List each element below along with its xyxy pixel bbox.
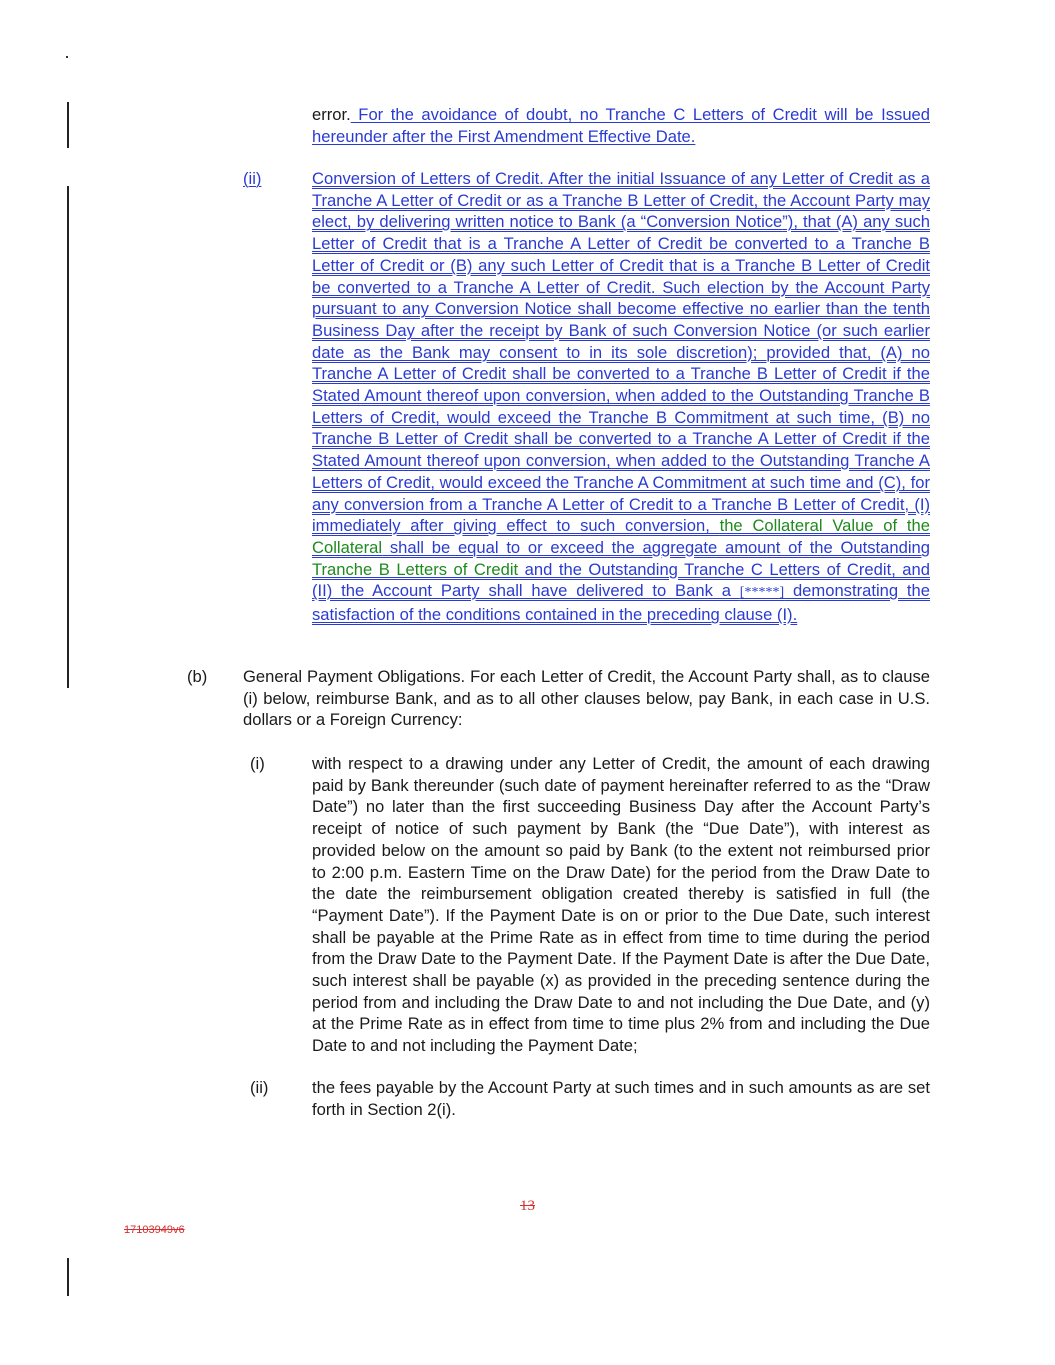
clause-b-body: General Payment Obligations. For each Letter of Credit, the Account Party shall, as to clause (i) below, reimburse Bank, and as to all other clauses below, pay Bank, in each case in U.S. dollars or a Foreign Currency:: [243, 667, 930, 730]
term-draw-date: Draw Date: [312, 775, 930, 817]
change-bar-1: [67, 102, 69, 148]
term-conversion-notice: Conversion Notice: [646, 212, 783, 232]
clause-a-ii-marker: (ii): [243, 169, 262, 188]
page-number: 13: [520, 1198, 535, 1214]
clause-b-i-text-4: ”). If the Payment Date is on or prior to the Due Date, such interest shall be payable at the Prime Rate as in effect from time to time during the period from the Draw Date to the Payment Date. If the Payment Date is after the Due Date, such interest shall be payable (x) as provided in the preceding sentence during the period from and including the Draw Date to and not including the Due Date, and (y) at the Prime Rate as in effect from time to time plus 2% from and including the Due Date to and not including the Payment Date;: [312, 905, 930, 1056]
clause-a-ii-text-4: and the Outstanding Tranche C Letters of Credit, and (II) the Account Party shall have delivered to Bank a: [312, 559, 930, 601]
placeholder-redacted: [*****]: [739, 585, 785, 601]
moved-text-tranche-b: Tranche B Letters of Credit: [312, 559, 519, 579]
change-bar-2: [67, 186, 69, 688]
clause-b-ii-marker: (ii): [250, 1078, 269, 1097]
header-fragment: [312, 104, 930, 147]
clause-a-ii-text-2: ”), that (A) any such Letter of Credit that is a Tranche A Letter of Credit be converted to a Tranche B Letter of Credit or (B) any such Letter of Credit that is a Tranche B Letter of Credit be converted to a Tranche A Letter of Credit. Such election by the Account Party pursuant to any Conversion Notice shall become effective no earlier than the tenth Business Day after the receipt by Bank of such Conversion Notice (or such earlier date as the Bank may consent to in its sole discretion); provided that, (A) no Tranche A Letter of Credit shall be converted to a Tranche B Letter of Credit if the Stated Amount thereof upon conversion, when added to the Outstanding Tranche B Letters of Credit, would exceed the Tranche B Commitment at such time, (B) no Tranche B Letter of Credit shall be converted to a Tranche A Letter of Credit if the Stated Amount thereof upon conversion, when added to the Outstanding Tranche A Letters of Credit, would exceed the Tranche A Commitment at such time and (C), for any conversion from a Tranche A Letter of Credit to a Tranche B Letter of Credit, (I) immediately after giving effect to such conversion,: [312, 212, 930, 536]
clause-a-ii-body: [312, 168, 930, 626]
term-due-date: Due Date: [708, 819, 784, 839]
clause-a-ii-heading: Conversion of Letters of Credit.: [312, 169, 544, 188]
clause-b-i-marker: (i): [250, 754, 265, 773]
term-payment-date: Payment Date: [317, 905, 424, 925]
fragment-inserted-text: For the avoidance of doubt, no Tranche C Letters of Credit will be Issued hereunder after the First Amendment Effective Date.: [312, 105, 930, 146]
change-bar-3: [67, 1258, 69, 1296]
clause-b-i-body: [312, 753, 930, 1057]
clause-b-marker: (b): [187, 667, 208, 686]
clause-a-ii-text-5: demonstrating the satisfaction of the conditions contained in the preceding clause (I).: [312, 581, 930, 625]
clause-b-i-text-3: ”), with interest as provided below on the amount so paid by Bank (to the extent not reimbursed prior to 2:00 p.m. Eastern Time on the Draw Date) for the period from the Draw Date to the date the reimbursement obligation created thereby is satisfied in full (the “: [312, 819, 930, 925]
clause-b-i-text-2: ”) no later than the first succeeding Business Day after the Account Party’s receipt of notice of such payment by Bank (the “: [312, 797, 930, 839]
clause-b-i-text-1: with respect to a drawing under any Letter of Credit, the amount of each drawing paid by Bank thereunder (such date of payment hereinafter referred to as the “: [312, 754, 930, 795]
fragment-lead: error.: [312, 105, 351, 124]
clause-b-ii-body: the fees payable by the Account Party at such times and in such amounts as are set forth in Section 2(i).: [312, 1078, 930, 1119]
document-id: 17103949v6: [124, 1224, 185, 1236]
moved-text-collateral: the Collateral Value of the Collateral: [312, 516, 930, 557]
clause-a-ii-text-1: After the initial Issuance of any Letter of Credit as a Tranche A Letter of Credit or as a Tranche B Letter of Credit, the Account Party may elect, by delivering written notice to Bank (a “: [312, 169, 930, 232]
clause-a-ii-text-3: shall be equal to or exceed the aggregate amount of the Outstanding: [382, 537, 930, 557]
margin-dot: [66, 56, 68, 58]
